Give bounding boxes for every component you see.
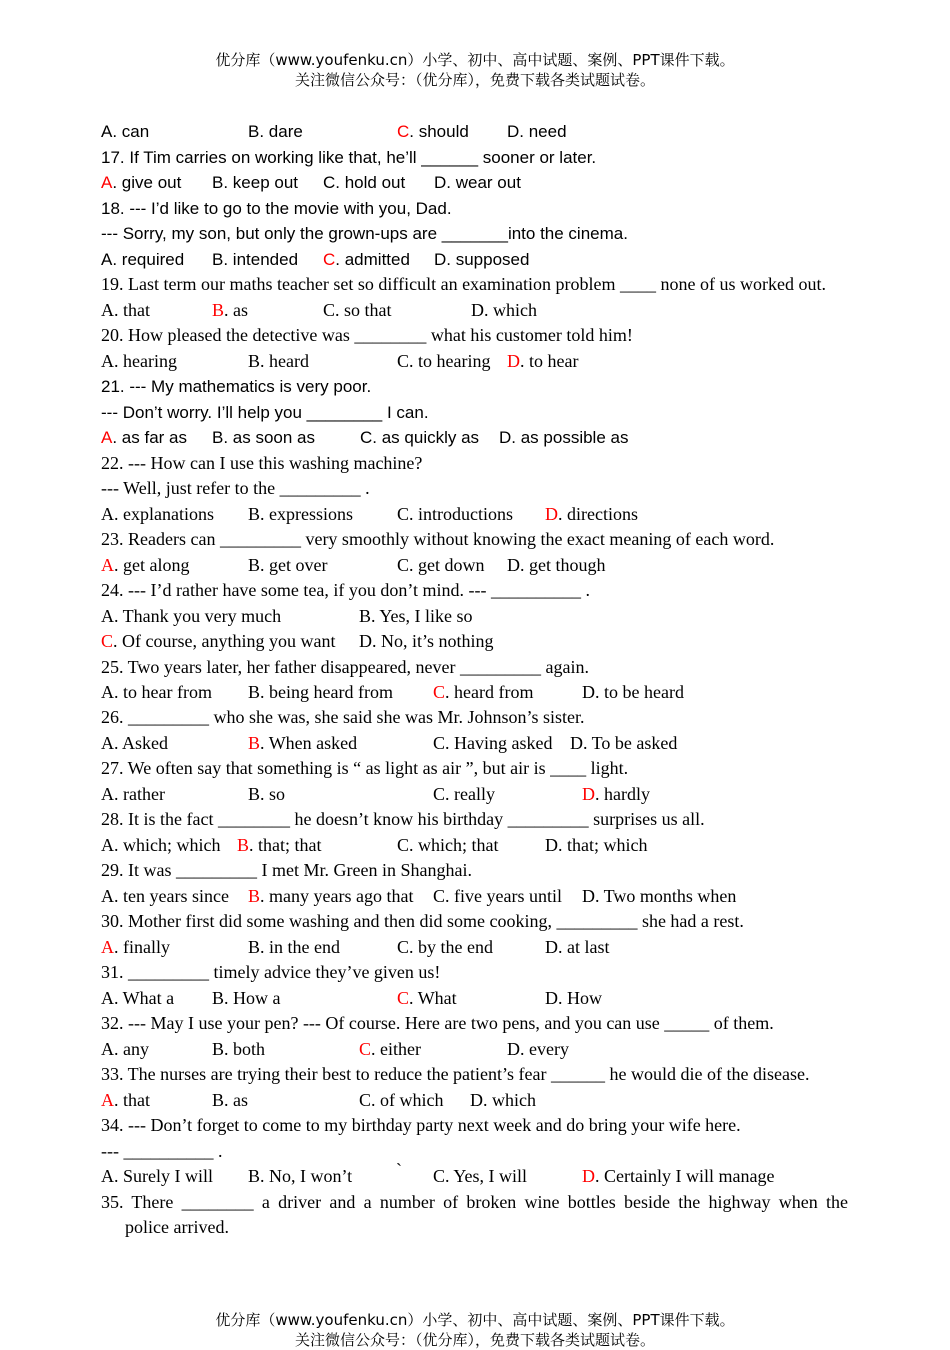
q17-option-a: A. give out	[101, 173, 182, 192]
q26-option-d: D. To be asked	[570, 733, 678, 753]
q28-option-d: D. that; which	[545, 835, 648, 855]
q25-option-d: D. to be heard	[582, 682, 684, 702]
q27-option-b: B. so	[248, 784, 286, 804]
q30-option-b: B. in the end	[248, 937, 340, 957]
q27-stem: 27. We often say that something is “ as light as air ”, but air is ____ light.	[101, 758, 629, 778]
q19-option-b: B. as	[212, 300, 249, 320]
q32-option-c: C. either	[359, 1039, 421, 1059]
q29-stem: 29. It was _________ I met Mr. Green in Shanghai.	[101, 860, 472, 880]
q29-option-b: B. many years ago that	[248, 886, 414, 906]
q23-stem: 23. Readers can _________ very smoothly without knowing the exact meaning of each word.	[101, 529, 775, 549]
q31-option-b: B. How a	[212, 988, 281, 1008]
q21-option-b: B. as soon as	[212, 428, 316, 447]
q33-option-c: C. of which	[359, 1090, 444, 1110]
q28-option-b: B. that; that	[237, 835, 322, 855]
q34-option-a: A. Surely I will	[101, 1166, 213, 1186]
q18-stem-2: --- Sorry, my son, but only the grown-ups are _______into the cinema.	[101, 224, 628, 243]
q34-stray-mark: `	[396, 1160, 402, 1180]
q26-option-a: A. Asked	[101, 733, 168, 753]
q21-option-d: D. as possible as	[499, 428, 629, 447]
q24-option-d: D. No, it’s nothing	[359, 631, 494, 651]
q33-option-d: D. which	[470, 1090, 536, 1110]
q24-option-b: B. Yes, I like so	[359, 606, 473, 626]
q18-option-a: A. required	[101, 250, 185, 269]
q34-option-b: B. No, I won’t	[248, 1166, 353, 1186]
q26-option-c: C. Having asked	[433, 733, 553, 753]
q25-stem: 25. Two years later, her father disappeared, never _________ again.	[101, 657, 590, 677]
q35-stem: 35. There ________ a driver and a number of broken wine bottles beside the highway when the	[101, 1192, 848, 1212]
q32-stem: 32. --- May I use your pen? --- Of course. Here are two pens, and you can use _____ of them.	[101, 1013, 774, 1033]
q32-option-b: B. both	[212, 1039, 266, 1059]
q27-option-d: D. hardly	[582, 784, 650, 804]
q32-option-d: D. every	[507, 1039, 569, 1059]
q31-option-d: D. How	[545, 988, 602, 1008]
q23-option-c: C. get down	[397, 555, 485, 575]
q35-stem-2: police arrived.	[125, 1217, 229, 1237]
q20-stem: 20. How pleased the detective was ________ what his customer told him!	[101, 325, 633, 345]
q17-option-c: C. hold out	[323, 173, 406, 192]
q31-option-a: A. What a	[101, 988, 175, 1008]
q19-stem: 19. Last term our maths teacher set so difficult an examination problem ____ none of us worked out.	[101, 274, 826, 294]
q32-option-a: A. any	[101, 1039, 149, 1059]
q33-option-a: A. that	[101, 1090, 150, 1110]
q16-option-c: C. should	[397, 122, 469, 141]
q21-stem-2: --- Don’t worry. I’ll help you ________ I can.	[101, 403, 429, 422]
q34-option-c: C. Yes, I will	[433, 1166, 528, 1186]
q31-stem: 31. _________ timely advice they’ve given us!	[101, 962, 441, 982]
q20-option-b: B. heard	[248, 351, 309, 371]
q30-option-a: A. finally	[101, 937, 170, 957]
q20-option-a: A. hearing	[101, 351, 177, 371]
q34-stem-2: --- __________ .	[101, 1141, 223, 1161]
footer-line-2: 关注微信公众号：（优分库），免费下载各类试题试卷。	[294, 1331, 655, 1349]
q16-option-a: A. can	[101, 122, 150, 141]
q18-option-d: D. supposed	[434, 250, 530, 269]
q23-option-a: A. get along	[101, 555, 190, 575]
header-line-1: 优分库（www.youfenku.cn）小学、初中、高中试题、案例、PPT课件下载。	[215, 51, 735, 69]
q30-option-c: C. by the end	[397, 937, 493, 957]
q18-stem: 18. --- I’d like to go to the movie with you, Dad.	[101, 199, 452, 218]
q30-stem: 30. Mother first did some washing and then did some cooking, _________ she had a rest.	[101, 911, 744, 931]
q27-option-a: A. rather	[101, 784, 165, 804]
q34-stem: 34. --- Don’t forget to come to my birthday party next week and do bring your wife here.	[101, 1115, 741, 1135]
header-line-2: 关注微信公众号：（优分库），免费下载各类试题试卷。	[294, 71, 655, 89]
q18-option-b: B. intended	[212, 250, 299, 269]
q34-option-d: D. Certainly I will manage	[582, 1166, 775, 1186]
q30-option-d: D. at last	[545, 937, 610, 957]
q31-option-c: C. What	[397, 988, 457, 1008]
q24-option-a: A. Thank you very much	[101, 606, 282, 626]
page-footer	[0, 1310, 950, 1350]
q29-option-d: D. Two months when	[582, 886, 737, 906]
page-header	[0, 50, 950, 90]
q21-stem: 21. --- My mathematics is very poor.	[101, 377, 372, 396]
q20-option-d: D. to hear	[507, 351, 579, 371]
q17-option-b: B. keep out	[212, 173, 299, 192]
q29-option-c: C. five years until	[433, 886, 562, 906]
q18-option-c: C. admitted	[323, 250, 410, 269]
q20-option-c: C. to hearing	[397, 351, 491, 371]
q29-option-a: A. ten years since	[101, 886, 229, 906]
q26-stem: 26. _________ who she was, she said she was Mr. Johnson’s sister.	[101, 707, 585, 727]
q25-option-a: A. to hear from	[101, 682, 212, 702]
footer-line-1: 优分库（www.youfenku.cn）小学、初中、高中试题、案例、PPT课件下载。	[215, 1311, 735, 1329]
q19-option-c: C. so that	[323, 300, 392, 320]
q22-option-a: A. explanations	[101, 504, 214, 524]
q21-option-c: C. as quickly as	[360, 428, 480, 447]
q19-option-a: A. that	[101, 300, 150, 320]
q28-stem: 28. It is the fact ________ he doesn’t know his birthday _________ surprises us all.	[101, 809, 705, 829]
q22-stem: 22. --- How can I use this washing machine?	[101, 453, 423, 473]
q25-option-c: C. heard from	[433, 682, 534, 702]
q33-option-b: B. as	[212, 1090, 249, 1110]
q22-option-c: C. introductions	[397, 504, 514, 524]
q28-option-c: C. which; that	[397, 835, 499, 855]
q23-option-d: D. get though	[507, 555, 606, 575]
q28-option-a: A. which; which	[101, 835, 221, 855]
q24-option-c: C. Of course, anything you want	[101, 631, 336, 651]
q22-option-d: D. directions	[545, 504, 638, 524]
q17-stem: 17. If Tim carries on working like that, he’ll ______ sooner or later.	[101, 148, 597, 167]
q21-option-a: A. as far as	[101, 428, 187, 447]
q33-stem: 33. The nurses are trying their best to reduce the patient’s fear ______ he would die of the disease.	[101, 1064, 810, 1084]
q26-option-b: B. When asked	[248, 733, 358, 753]
q19-option-d: D. which	[471, 300, 537, 320]
q16-option-d: D. need	[507, 122, 567, 141]
q17-option-d: D. wear out	[434, 173, 521, 192]
q16-option-b: B. dare	[248, 122, 303, 141]
q23-option-b: B. get over	[248, 555, 328, 575]
q22-stem-2: --- Well, just refer to the _________ .	[101, 478, 370, 498]
q27-option-c: C. really	[433, 784, 495, 804]
q22-option-b: B. expressions	[248, 504, 354, 524]
q24-stem: 24. --- I’d rather have some tea, if you don’t mind. --- __________ .	[101, 580, 591, 600]
q25-option-b: B. being heard from	[248, 682, 393, 702]
